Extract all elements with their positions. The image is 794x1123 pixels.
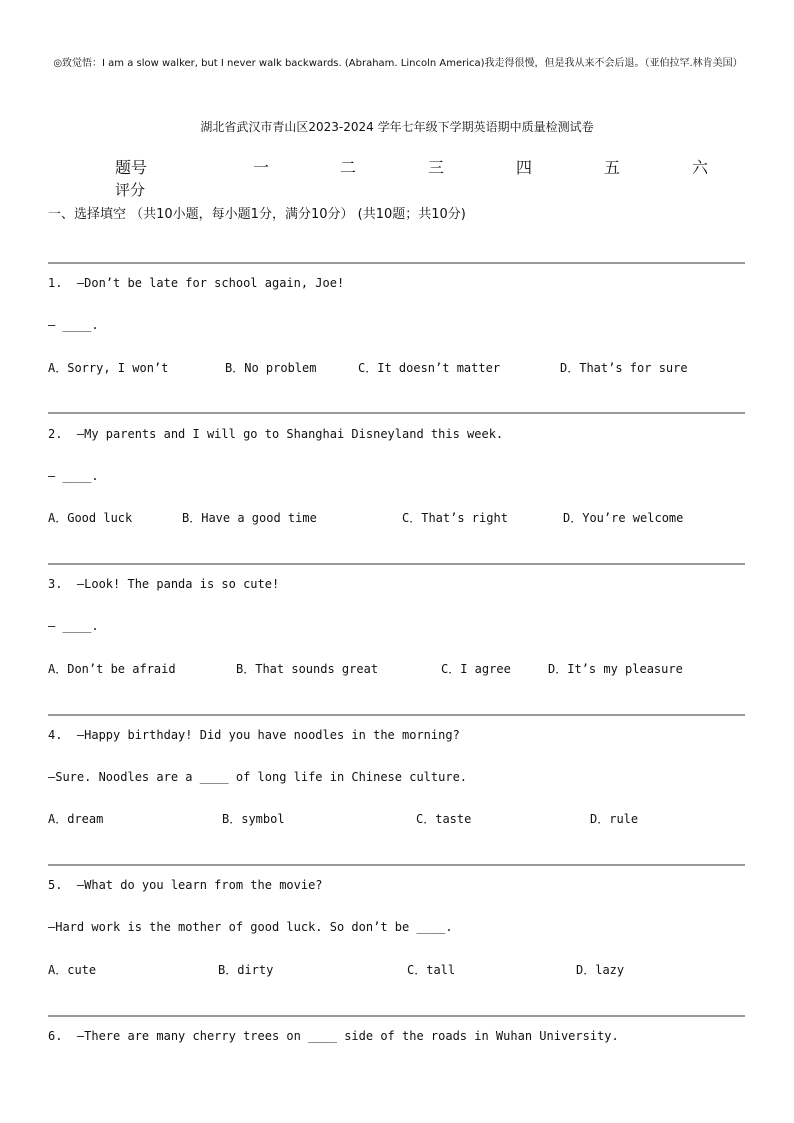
question-5-option-a[interactable]: A．cute <box>48 963 97 977</box>
score-table-label: 题号 <box>115 158 148 177</box>
question-1-reply: — ____. <box>48 318 99 332</box>
question-1-option-a[interactable]: A．Sorry, I won’t <box>48 361 169 375</box>
question-5-reply: —Hard work is the mother of good luck. So don’t be ____. <box>48 920 453 934</box>
question-2-option-b[interactable]: B．Have a good time <box>182 511 317 525</box>
question-5-option-b[interactable]: B．dirty <box>218 963 274 977</box>
header-quote: ◎致觉悟：I am a slow walker, but I never walk backwards. (Abraham. Lincoln America)我走得很慢，但是我从来不会后退。（亚伯拉罕.林肯美国） <box>53 58 743 69</box>
exam-title: 湖北省武汉市青山区2023-2024 学年七年级下学期英语期中质量检测试卷 <box>200 120 594 134</box>
question-2-option-a[interactable]: A．Good luck <box>48 511 133 525</box>
divider <box>48 262 745 264</box>
question-2-reply: — ____. <box>48 469 99 483</box>
question-4-option-c[interactable]: C．taste <box>416 812 472 826</box>
question-4-option-a[interactable]: A．dream <box>48 812 104 826</box>
divider <box>48 864 745 866</box>
question-3-option-a[interactable]: A．Don’t be afraid <box>48 662 176 676</box>
question-1-option-c[interactable]: C．It doesn’t matter <box>358 361 501 375</box>
question-5-option-c[interactable]: C．tall <box>407 963 456 977</box>
question-5-stem: 5. —What do you learn from the movie? <box>48 878 323 892</box>
question-6-stem: 6. —There are many cherry trees on ____ side of the roads in Wuhan University. <box>48 1029 619 1043</box>
divider <box>48 1015 745 1017</box>
question-1-option-b[interactable]: B．No problem <box>225 361 317 375</box>
question-4-stem: 4. —Happy birthday! Did you have noodles in the morning? <box>48 728 460 742</box>
section-title: 一、选择填空 （共10小题，每小题1分，满分10分） (共10题；共10分) <box>48 207 466 222</box>
question-3-option-d[interactable]: D．It’s my pleasure <box>548 662 683 676</box>
question-4-option-b[interactable]: B．symbol <box>222 812 285 826</box>
question-3-option-b[interactable]: B．That sounds great <box>236 662 379 676</box>
question-2-stem: 2. —My parents and I will go to Shanghai Disneyland this week. <box>48 427 504 441</box>
score-col-6: 六 <box>692 158 709 177</box>
question-1-stem: 1. —Don’t be late for school again, Joe! <box>48 276 345 290</box>
question-3-option-c[interactable]: C．I agree <box>441 662 511 676</box>
score-col-2: 二 <box>340 158 357 177</box>
question-3-reply: — ____. <box>48 619 99 633</box>
score-row-label: 评分 <box>115 181 146 199</box>
question-2-option-d[interactable]: D．You’re welcome <box>563 511 684 525</box>
score-col-1: 一 <box>253 158 270 177</box>
score-table <box>0 155 794 177</box>
question-4-reply: —Sure. Noodles are a ____ of long life in Chinese culture. <box>48 770 468 784</box>
question-5-option-d[interactable]: D．lazy <box>576 963 625 977</box>
score-col-3: 三 <box>428 158 445 177</box>
question-4-option-d[interactable]: D．rule <box>590 812 639 826</box>
divider <box>48 412 745 414</box>
question-3-stem: 3. —Look! The panda is so cute! <box>48 577 280 591</box>
divider <box>48 563 745 565</box>
divider <box>48 714 745 716</box>
score-col-4: 四 <box>516 158 533 177</box>
score-col-5: 五 <box>604 158 621 177</box>
question-1-option-d[interactable]: D．That’s for sure <box>560 361 688 375</box>
question-2-option-c[interactable]: C．That’s right <box>402 511 508 525</box>
